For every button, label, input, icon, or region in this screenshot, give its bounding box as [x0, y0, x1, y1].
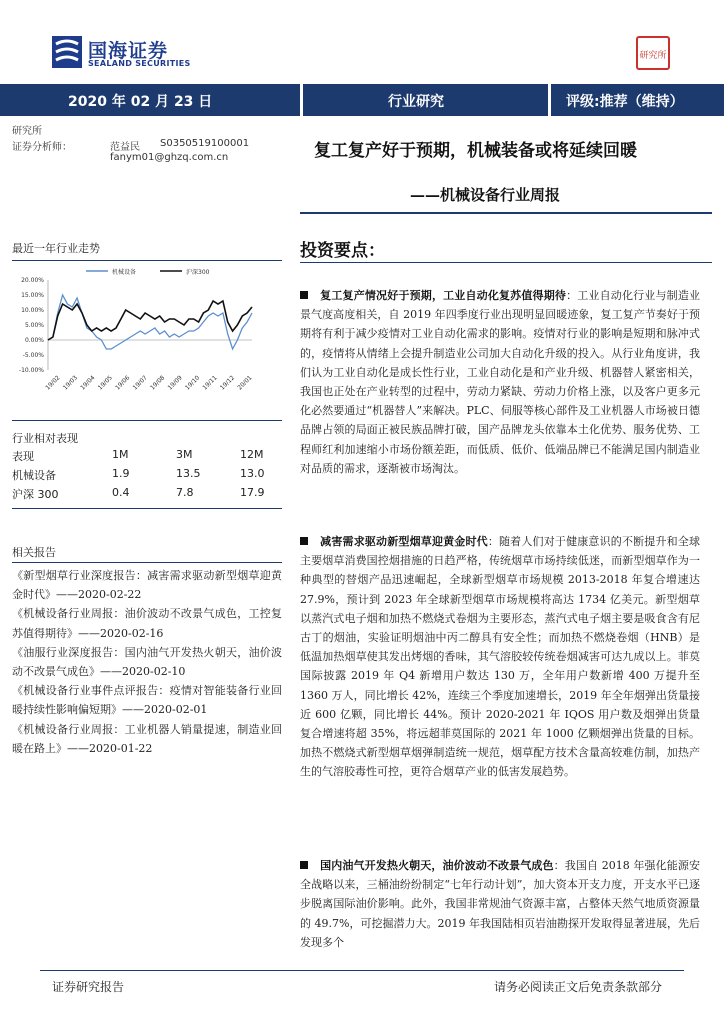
- y-tick-label: 10.00%: [21, 307, 44, 314]
- reports-heading: 相关报告: [12, 546, 56, 559]
- list-item[interactable]: 《机械设备行业周报：工业机器人销量提速，制造业回暖在路上》——2020-01-22: [12, 722, 282, 755]
- key-point-head: 减害需求驱动新型烟草迎黄金时代: [320, 535, 488, 548]
- institute-seal: [636, 36, 670, 70]
- x-tick-label: 20/01: [236, 374, 254, 392]
- svg-text:研究所: 研究所: [639, 51, 667, 61]
- series-line-machinery: [48, 295, 252, 349]
- x-tick-label: 19/07: [131, 374, 149, 392]
- perf-cell: 17.9: [240, 486, 265, 499]
- y-tick-label: 15.00%: [21, 292, 44, 299]
- report-date: 2020 年 02 月 23 日: [68, 94, 213, 110]
- table-row: [12, 486, 282, 505]
- list-item[interactable]: 《机械设备行业周报：油价波动不改景气成色，工控复苏值得期待》——2020-02-16: [12, 607, 282, 640]
- footer-right: 请务必阅读正文后免责条款部分: [494, 980, 663, 994]
- perf-table: [12, 448, 282, 505]
- analyst-license: S0350519100001: [160, 138, 250, 149]
- list-item[interactable]: 《新型烟草行业深度报告：减害需求驱动新型烟草迎黄金时代》——2020-02-22: [12, 569, 282, 602]
- perf-header: 12M: [240, 448, 264, 461]
- x-tick-label: 19/11: [201, 374, 219, 392]
- series-line-csi300: [48, 301, 252, 340]
- x-tick-label: 19/09: [166, 374, 184, 392]
- y-tick-label: -10.00%: [18, 367, 44, 374]
- x-tick-label: 19/02: [44, 374, 62, 392]
- footer-left: 证券研究报告: [52, 980, 125, 994]
- bullet-icon: [300, 291, 308, 299]
- report-rating: 评级:推荐（维持）: [566, 94, 684, 110]
- reports-rule: [12, 562, 282, 563]
- report-title: 复工复产好于预期，机械装备或将延续回暖: [314, 141, 637, 161]
- legend-label: 沪深300: [186, 269, 210, 276]
- reports-list: [12, 566, 282, 758]
- x-tick-label: 19/05: [96, 374, 114, 392]
- y-tick-label: 5.00%: [24, 322, 44, 329]
- perf-header: 表现: [12, 450, 34, 463]
- perf-header: 3M: [176, 448, 193, 461]
- analyst-role: 证券分析师：: [12, 142, 72, 153]
- header-banner: [0, 84, 724, 116]
- legend-label: 机械设备: [112, 269, 137, 276]
- key-point-1: [300, 286, 700, 478]
- perf-cell: 沪深 300: [12, 488, 59, 501]
- company-logo: [52, 34, 202, 74]
- trend-chart: [12, 264, 282, 404]
- report-subtitle: ——机械设备行业周报: [410, 186, 561, 204]
- title-rule: [300, 212, 712, 214]
- analyst-email[interactable]: fanym01@ghzq.com.cn: [110, 152, 229, 163]
- perf-cell: 1.9: [112, 467, 130, 480]
- logo-en: SEALAND SECURITIES: [88, 59, 191, 68]
- perf-cell: 机械设备: [12, 469, 56, 482]
- perf-header-row: [12, 448, 282, 467]
- key-point-body: ：我国自 2018 年强化能源安全战略以来，三桶油纷纷制定“七年行动计划”，加大资本开支力度，开支水平已逐步脱离国际油价影响。此外，我国非常规油气资源丰富，占整体天然气地质资源量的 49.7%，可挖掘潜力大。2019 年我国陆相页岩油勘探开发取得显著进展，先后发现多个: [300, 859, 700, 949]
- x-tick-label: 19/08: [149, 374, 167, 392]
- perf-rule: [12, 508, 282, 509]
- report-section: 行业研究: [388, 94, 444, 110]
- key-point-head: 复工复产情况好于预期，工业自动化复苏值得期待: [320, 289, 567, 302]
- x-tick-label: 19/04: [79, 374, 97, 392]
- y-tick-label: -5.00%: [22, 352, 44, 359]
- bullet-icon: [300, 537, 308, 545]
- perf-cell: 0.4: [112, 486, 130, 499]
- table-row: [12, 467, 282, 486]
- analyst-name: 范益民: [110, 142, 140, 153]
- institute-label: 研究所: [12, 126, 42, 137]
- trend-heading: 最近一年行业走势: [12, 242, 100, 255]
- trend-rule: [12, 260, 282, 261]
- chart-rule: [12, 420, 282, 421]
- key-point-3: [300, 856, 700, 952]
- y-tick-label: 20.00%: [21, 277, 44, 284]
- perf-cell: 7.8: [176, 486, 194, 499]
- x-tick-label: 19/10: [183, 374, 202, 392]
- list-item[interactable]: 《油服行业深度报告：国内油气开发热火朝天，油价波动不改景气成色》——2020-02-10: [12, 645, 282, 679]
- banner-divider: [548, 84, 551, 116]
- x-tick-label: 19/06: [114, 374, 132, 392]
- key-point-head: 国内油气开发热火朝天，油价波动不改景气成色: [320, 859, 554, 872]
- logo-mark-icon: [52, 36, 82, 68]
- banner-divider: [300, 84, 303, 116]
- perf-header: 1M: [112, 448, 129, 461]
- footer-rule: [40, 970, 684, 971]
- key-point-body: ：工业自动化行业与制造业景气度高度相关，自 2019 年四季度行业出现明显回暖迹象，复工复产节奏好于预期将有利于减少疫情对工业自动化需求的影响。疫情对行业的影响是短期和脉冲式的，疫情将从情绪上会提升制造业公司加大自动化升级的投入。从行业角度讲，我们认为工业自动化是成长性行业，工业自动化是和产业升级、机器替人紧密相关，我国也正处在产业转型的过程中，劳动力紧缺、劳动力价格上涨，以及客户更多元化必然要通过“机器替人”来解决。PLC、伺服等核心部件及工业机器人市场被日德品牌占领的局面正被民族品牌打破，国产品牌龙头依靠本土化优势、服务优势、工程师红利加速缩小市场份额差距，而低质、低价、低端品牌已不能满足国内制造业对品质的需求，逐渐被市场淘汰。: [300, 289, 701, 475]
- list-item[interactable]: 《机械设备行业事件点评报告：疫情对智能装备行业回暖持续性影响偏短期》——2020-02-01: [12, 684, 282, 717]
- logo-cn: 国海证券: [88, 40, 169, 62]
- y-tick-label: 0.00%: [24, 337, 44, 344]
- perf-cell: 13.5: [176, 467, 201, 480]
- key-points-title: 投资要点：: [300, 241, 385, 261]
- key-points-rule: [300, 262, 712, 263]
- x-tick-label: 19/03: [61, 374, 79, 392]
- bullet-icon: [300, 861, 308, 869]
- perf-heading: 行业相对表现: [12, 432, 78, 445]
- seal-icon: [638, 38, 668, 68]
- key-point-body: ：随着人们对于健康意识的不断提升和全球主要烟草消费国控烟措施的日趋严格，传统烟草市场持续低迷，而新型烟草作为一种典型的替烟产品迅速崛起，全球新型烟草市场规模 2013-2018 年复合增速达 27.9%，预计到 2023 年全球新型烟草市场规模将高达 1734 亿美元。新型烟草以蒸汽式电子烟和加热不燃烧式卷烟为主要形态，蒸汽式电子烟主要是吸食含有尼古丁的烟油，实验证明烟油中丙二醇具有安全性；而加热不燃烧卷烟（HNB）是低温加热烟草使其发出烤烟的香味，其气溶胶较传统卷烟减害可达九成以上。菲莫国际披露 2019 年 Q4 新增用户数达 130 万，全年用户数新增 400 万提升至 1360 万人，同比增长 42%，连续三个季度加速增长，2019 年全年烟弹出货量接近 600 亿颗，同比增长 44%。预计 2020-2021 年 IQOS 用户数及烟弹出货量复合增速将超 35%，将远超菲莫国际的 2021 年 1000 亿颗烟弹出货量的目标。加热不燃烧式新型烟草烟弹制造统一规范，烟草配方技术含量高较难仿制，加热产生的气溶胶毒性可控，更符合烟草产业的低害发展趋势。: [300, 535, 701, 779]
- x-tick-label: 19/12: [218, 374, 237, 392]
- key-point-2: [300, 532, 700, 782]
- perf-cell: 13.0: [240, 467, 265, 480]
